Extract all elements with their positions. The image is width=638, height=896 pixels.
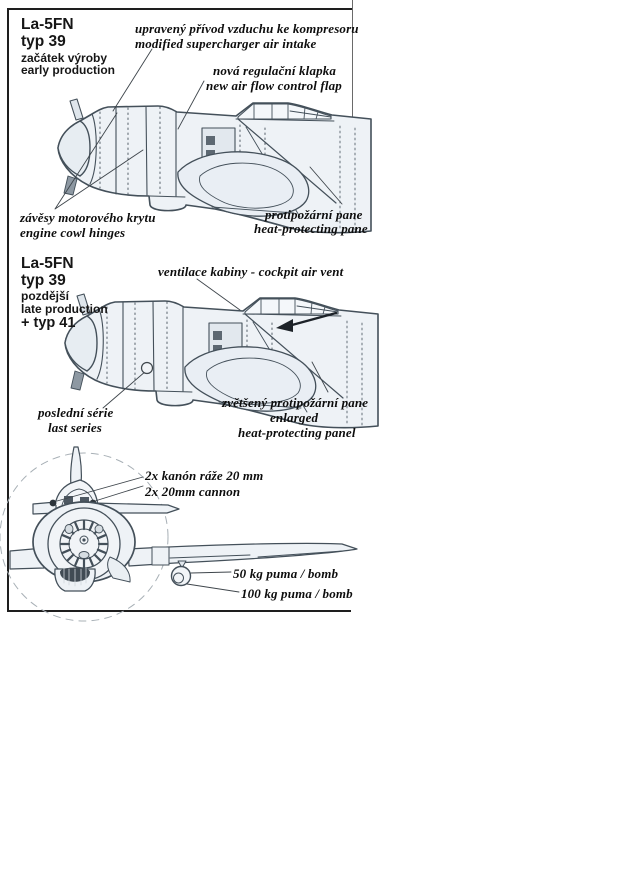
label-hinges-en: engine cowl hinges: [20, 225, 126, 240]
label-intake-en: modified supercharger air intake: [135, 36, 317, 51]
label-last-series-en: last series: [48, 420, 103, 435]
late-production-en: late production: [21, 302, 108, 316]
late-title: La-5FN: [21, 255, 74, 272]
label-cannon-cz: 2x kanón ráže 20 mm: [145, 468, 264, 483]
label-intake-cz: upravený přívod vzduchu ke kompresoru: [135, 21, 359, 36]
label-cannon-en: 2x 20mm cannon: [145, 484, 241, 499]
early-production-en: early production: [21, 63, 116, 77]
label-cockpit-vent: ventilace kabiny - cockpit air vent: [158, 264, 344, 279]
label-flap-cz: nová regulační klapka: [213, 63, 337, 78]
label-panel-early-en: heat-protecting pane: [254, 221, 368, 236]
late-type: typ 39: [21, 272, 66, 289]
label-hinges-cz: závěsy motorového krytu: [20, 210, 156, 225]
late-production-cz: pozdější: [21, 289, 70, 303]
label-panel-late-cz: zvětšený protipožární pane: [222, 395, 369, 410]
early-title: La-5FN: [21, 16, 74, 33]
label-last-series-cz: poslední série: [38, 405, 114, 420]
label-panel-early-cz: protipožární pane: [265, 207, 363, 222]
label-panel-late-en: heat-protecting panel: [238, 425, 356, 440]
label-panel-late-mid: enlarged: [270, 410, 319, 425]
label-bomb-50: 50 kg puma / bomb: [233, 566, 339, 581]
early-type: typ 39: [21, 33, 66, 50]
early-production-cz: začátek výroby: [21, 51, 108, 65]
late-extra-type: + typ 41: [21, 315, 76, 331]
label-bomb-100: 100 kg puma / bomb: [241, 586, 353, 601]
label-flap-en: new air flow control flap: [206, 78, 342, 93]
